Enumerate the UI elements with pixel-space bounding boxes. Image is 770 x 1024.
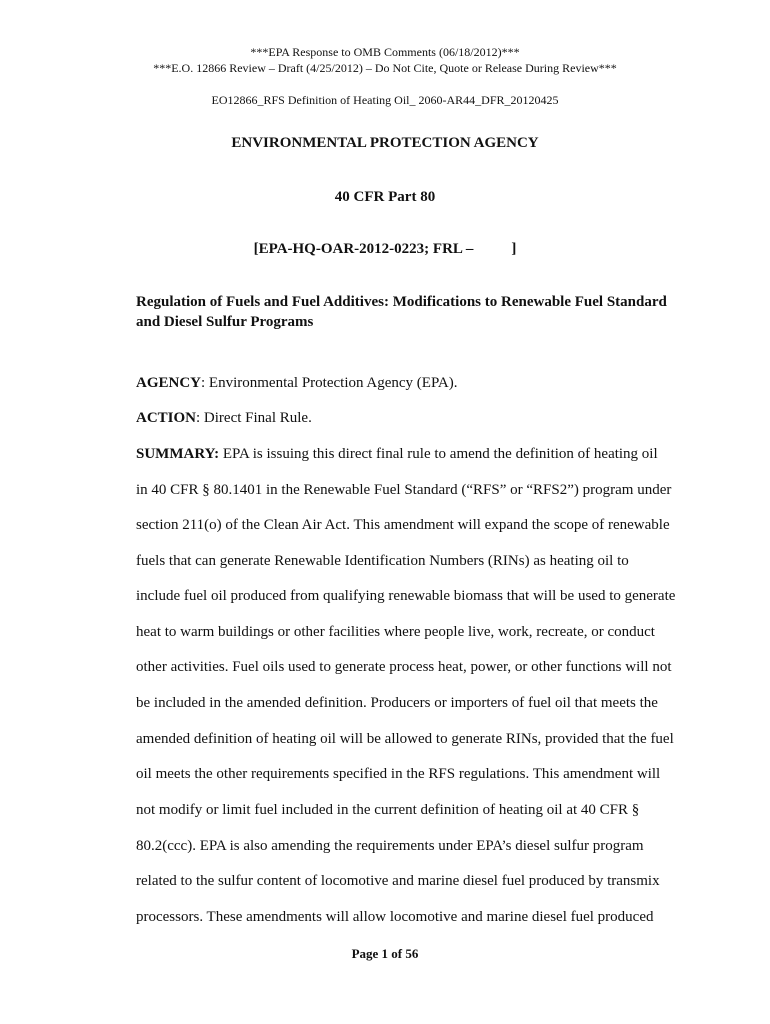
agency-value: : Environmental Protection Agency (EPA). — [201, 375, 458, 391]
summary-label: SUMMARY: — [136, 446, 220, 462]
docket-number — [0, 240, 770, 258]
review-header-line-2: ***E.O. 12866 Review – Draft (4/25/2012) – Do Not Cite, Quote or Release During Review*** — [153, 61, 617, 75]
summary-line: other activities. Fuel oils used to generate process heat, power, or other functions will not — [136, 659, 672, 675]
agency-title: ENVIRONMENTAL PROTECTION AGENCY — [231, 135, 539, 151]
cfr-part: 40 CFR Part 80 — [334, 189, 436, 205]
action-value: : Direct Final Rule. — [196, 410, 312, 426]
summary-line: 80.2(ccc). EPA is also amending the requirements under EPA’s diesel sulfur program — [136, 838, 644, 854]
agency-label: AGENCY — [136, 375, 202, 391]
review-header-line-1: ***EPA Response to OMB Comments (06/18/2012)*** — [250, 45, 520, 59]
summary-line: be included in the amended definition. Producers or importers of fuel oil that meets the — [136, 695, 658, 711]
summary-line: oil meets the other requirements specified in the RFS regulations. This amendment will — [136, 766, 661, 782]
page-number: Page 1 of 56 — [351, 946, 419, 961]
summary-line: not modify or limit fuel included in the current definition of heating oil at 40 CFR § — [136, 802, 640, 818]
docket-text: [EPA-HQ-OAR-2012-0223; FRL – — [253, 241, 474, 257]
summary-line: in 40 CFR § 80.1401 in the Renewable Fuel Standard (“RFS” or “RFS2”) program under — [136, 482, 672, 498]
summary-first-line — [136, 445, 658, 463]
document-id-line: EO12866_RFS Definition of Heating Oil_ 2060-AR44_DFR_20120425 — [211, 93, 559, 107]
summary-line: processors. These amendments will allow locomotive and marine diesel fuel produced — [136, 909, 654, 925]
rule-title — [136, 292, 696, 332]
summary-line: amended definition of heating oil will be allowed to generate RINs, provided that the fuel — [136, 731, 674, 747]
summary-first-line-text: EPA is issuing this direct final rule to amend the definition of heating oil — [219, 446, 658, 462]
summary-line: include fuel oil produced from qualifying renewable biomass that will be used to generate — [136, 588, 676, 604]
summary-line: fuels that can generate Renewable Identification Numbers (RINs) as heating oil to — [136, 553, 629, 569]
summary-line: section 211(o) of the Clean Air Act. This amendment will expand the scope of renewable — [136, 517, 670, 533]
action-field — [136, 409, 312, 427]
summary-line: heat to warm buildings or other facilities where people live, work, recreate, or conduct — [136, 624, 655, 640]
rule-title-line-2: and Diesel Sulfur Programs — [136, 314, 314, 330]
rule-title-line-1: Regulation of Fuels and Fuel Additives: Modifications to Renewable Fuel Standard — [136, 294, 667, 310]
docket-close-bracket: ] — [511, 241, 517, 257]
agency-field — [136, 374, 458, 392]
action-label: ACTION — [136, 410, 197, 426]
summary-line: related to the sulfur content of locomotive and marine diesel fuel produced by transmix — [136, 873, 660, 889]
